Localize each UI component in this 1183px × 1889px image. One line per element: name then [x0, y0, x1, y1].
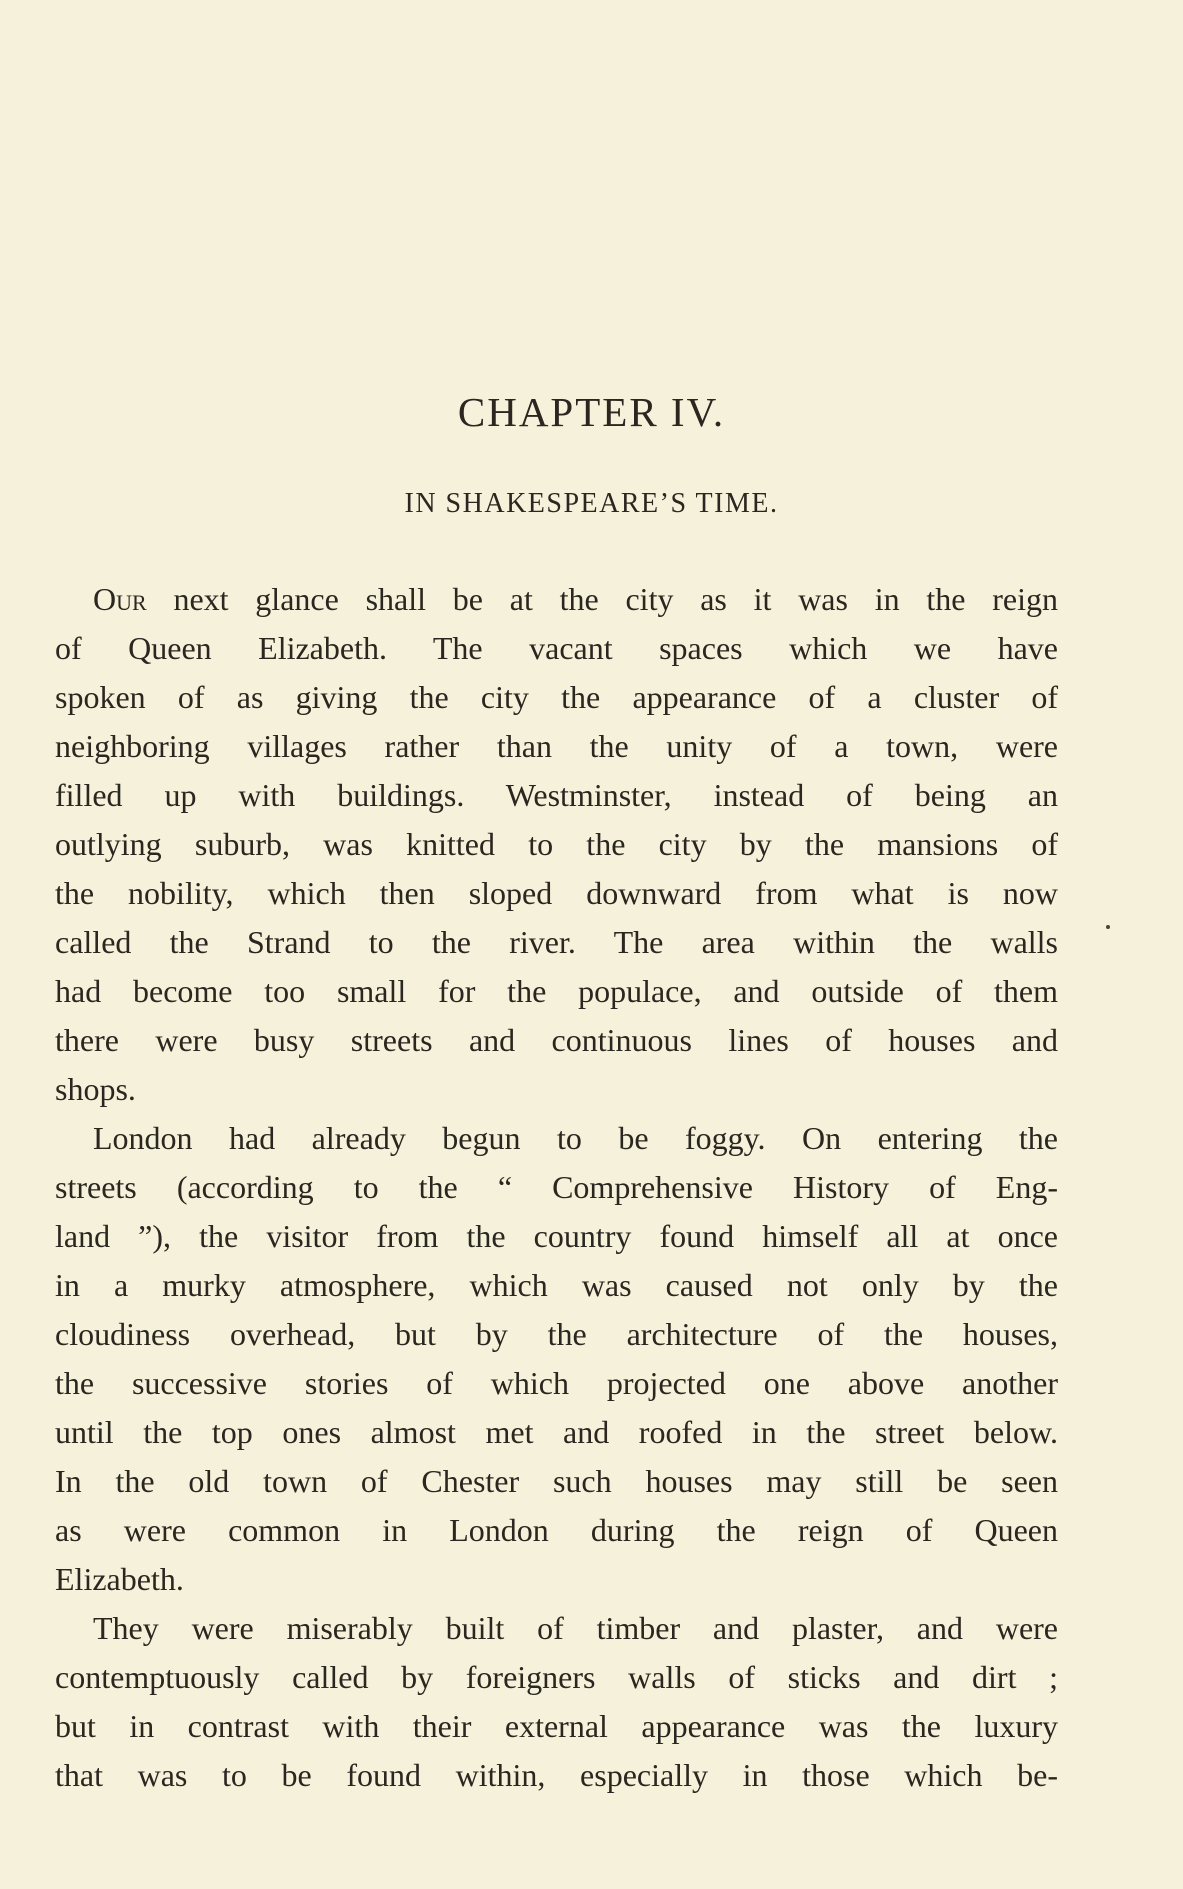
text-line: until the top ones almost met and roofed in the street below.	[55, 1414, 1058, 1450]
text-line: but in contrast with their external appearance was the luxury	[55, 1708, 1058, 1744]
text-line: filled up with buildings. Westminster, instead of being an	[55, 777, 1058, 813]
text-line: neighboring villages rather than the unity of a town, were	[55, 728, 1058, 764]
text-line: there were busy streets and continuous lines of houses and	[55, 1022, 1058, 1058]
text-line: streets (according to the “ Comprehensive History of Eng-	[55, 1169, 1058, 1205]
chapter-title: CHAPTER IV.	[457, 389, 726, 435]
text-line: land ”), the visitor from the country found himself all at once	[55, 1218, 1058, 1254]
text-line: shops.	[55, 1071, 136, 1107]
text-line: had become too small for the populace, and outside of them	[55, 973, 1058, 1009]
chapter-subtitle: IN SHAKESPEARE’S TIME.	[404, 488, 779, 519]
text-line: called the Strand to the river. The area within the walls	[55, 924, 1058, 960]
paragraph	[55, 1604, 1058, 1800]
opening-word: Our	[93, 581, 147, 617]
paragraph	[55, 1114, 1058, 1604]
text-line: the nobility, which then sloped downward from what is now	[55, 875, 1058, 911]
text-line: cloudiness overhead, but by the architecture of the houses,	[55, 1316, 1058, 1352]
text-line: In the old town of Chester such houses may still be seen	[55, 1463, 1058, 1499]
text-line: of Queen Elizabeth. The vacant spaces which we have	[55, 630, 1058, 666]
text-line: as were common in London during the reign of Queen	[55, 1512, 1058, 1548]
text-line: in a murky atmosphere, which was caused not only by the	[55, 1267, 1058, 1303]
text-line: outlying suburb, was knitted to the city by the mansions of	[55, 826, 1058, 862]
text-line: They were miserably built of timber and plaster, and were	[93, 1610, 1058, 1646]
text-line: that was to be found within, especially in those which be-	[55, 1757, 1058, 1793]
text-line: Elizabeth.	[55, 1561, 184, 1597]
text-line: contemptuously called by foreigners walls of sticks and dirt ;	[55, 1659, 1058, 1695]
paragraph	[55, 575, 1058, 1114]
text-line: spoken of as giving the city the appearance of a cluster of	[55, 679, 1058, 715]
margin-dot-mark	[1106, 925, 1110, 929]
text-line: London had already begun to be foggy. On entering the	[93, 1120, 1058, 1156]
text-line: Our next glance shall be at the city as it was in the reign	[93, 581, 1058, 617]
text-line: the successive stories of which projected one above another	[55, 1365, 1058, 1401]
body-text	[55, 575, 1058, 1800]
